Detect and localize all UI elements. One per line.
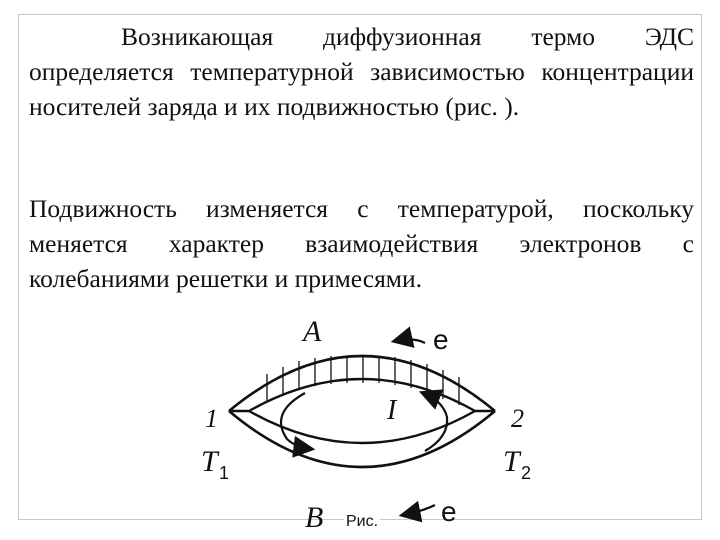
- slide-frame: [18, 14, 702, 533]
- conductor-b-outer: [229, 411, 495, 467]
- electron-arrow-top: [395, 339, 425, 343]
- label-electron-bottom: e: [441, 496, 457, 527]
- label-current: I: [387, 395, 397, 426]
- paragraph-thermo-emf: Возникающая диффузионная термо ЭДС определяется температурной зависимостью концентрации носителей заряда и их подвижностью (рис. ).: [29, 22, 694, 121]
- current-arrow-left: [281, 393, 311, 449]
- thermocouple-diagram: [177, 307, 547, 533]
- electron-arrow-bottom: [403, 505, 435, 515]
- label-junction-1: 1: [205, 404, 218, 433]
- label-electron-top: e: [433, 324, 449, 355]
- thermocouple-figure: [177, 307, 547, 533]
- label-t1: T: [201, 445, 218, 478]
- current-arrow-right: [423, 393, 447, 451]
- label-t2: T: [503, 445, 520, 478]
- label-conductor-b: B: [305, 501, 324, 533]
- conductor-a-outer: [229, 356, 495, 411]
- paragraph-mobility: Подвижность изменяется с температурой, поскольку меняется характер взаимодействия электронов с колебаниями решетки и примесями.: [29, 194, 694, 293]
- label-t1-subscript: 1: [219, 463, 230, 483]
- figure-caption: Рис.: [346, 513, 379, 530]
- label-t2-subscript: 2: [521, 463, 532, 483]
- label-junction-2: 2: [511, 404, 524, 433]
- label-conductor-a: A: [303, 315, 322, 348]
